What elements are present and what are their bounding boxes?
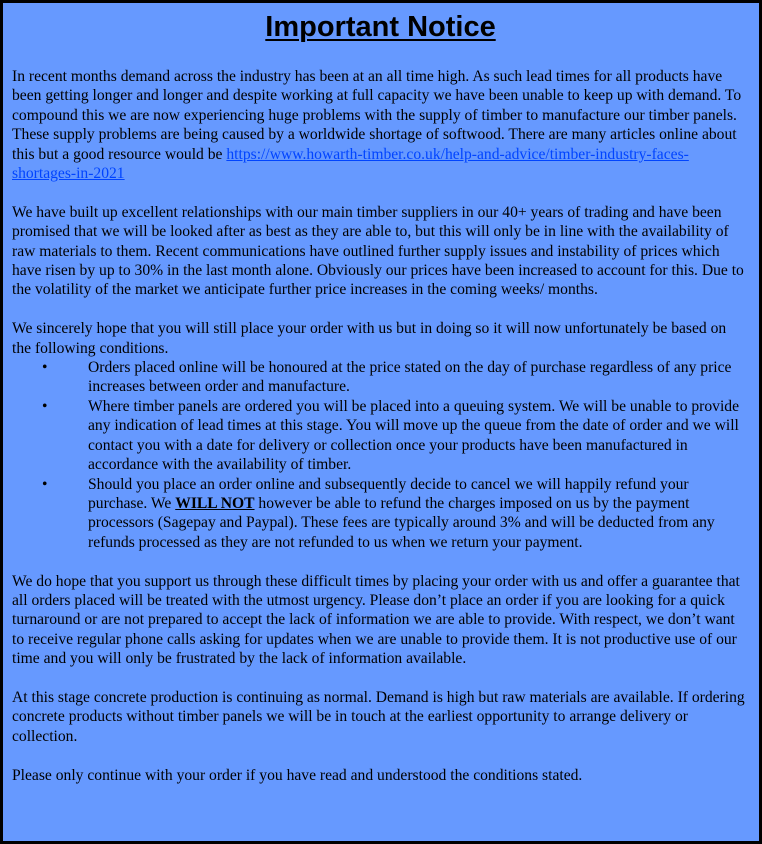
paragraph-concrete: At this stage concrete production is continuing as normal. Demand is high but raw materials are available. If ordering concrete products without timber panels we will be in touch at the earliest opportunity to arrange delivery or collection. xyxy=(12,688,745,745)
paragraph-demand-text: In recent months demand across the industry has been at an all time high. As such lead times for all products have been getting longer and longer and despite working at full capacity we have been unable to keep up with demand. To compound this we are now experiencing huge problems with the supply of timber to manufacture our timber panels. These supply problems are being caused by a worldwide shortage of softwood. There are many articles online about this but a good resource would be xyxy=(12,68,742,163)
paragraph-demand xyxy=(12,67,749,183)
condition-text-start: Should you place an order online and subsequently decide to cancel we will happily refund your purchase. We xyxy=(88,475,689,512)
timber-shortage-link[interactable]: https://www.howarth-timber.co.uk/help-and-advice/timber-industry-faces-shortages-in-2021 xyxy=(12,145,689,183)
condition-item xyxy=(12,358,749,397)
condition-text xyxy=(88,476,715,551)
condition-text-end: however be able to refund the charges imposed on us by the payment processors (Sagepay and Paypal). These fees are typically around 3% and will be deducted from any refunds processed as they are not refunded to us when we return your payment. xyxy=(88,494,715,551)
bullet-icon: • xyxy=(42,475,48,493)
bullet-icon: • xyxy=(42,359,48,377)
notice-title: Important Notice xyxy=(265,11,496,43)
conditions-list xyxy=(12,358,749,552)
bullet-icon: • xyxy=(42,397,48,415)
paragraph-conditions-intro: We sincerely hope that you will still place your order with us but in doing so it will now unfortunately be based on the following conditions. xyxy=(12,320,727,357)
condition-item xyxy=(12,475,749,553)
condition-item xyxy=(12,397,749,475)
paragraph-final: Please only continue with your order if you have read and understood the conditions stated. xyxy=(12,766,583,784)
will-not-emphasis: WILL NOT xyxy=(175,494,255,512)
condition-text: Where timber panels are ordered you will be placed into a queuing system. We will be unable to provide any indication of lead times at this stage. You will move up the queue from the date of order and we will contact you with a date for delivery or collection once your products have been manufactured in accordance with the availability of timber. xyxy=(88,397,740,474)
paragraph-support: We do hope that you support us through these difficult times by placing your order with us and offer a guarantee that all orders placed will be treated with the utmost urgency. Please don’t place an order if you are looking for a quick turnaround or are not prepared to accept the lack of information we are able to provide. With respect, we don’t want to receive regular phone calls asking for updates when we are unable to provide them. It is not productive use of our time and you will only be frustrated by the lack of information available. xyxy=(12,572,740,668)
condition-text: Orders placed online will be honoured at the price stated on the day of purchase regardless of any price increases between order and manufacture. xyxy=(88,359,732,396)
paragraph-suppliers: We have built up excellent relationships with our main timber suppliers in our 40+ years of trading and have been promised that we will be looked after as best as they are able to, but this will only be in line with the availability of raw materials to them. Recent communications have outlined further supply issues and instability of prices which have risen by up to 30% in the last month alone. Obviously our prices have been increased to account for this. Due to the volatility of the market we anticipate further price increases in the coming weeks/ months. xyxy=(12,203,744,299)
